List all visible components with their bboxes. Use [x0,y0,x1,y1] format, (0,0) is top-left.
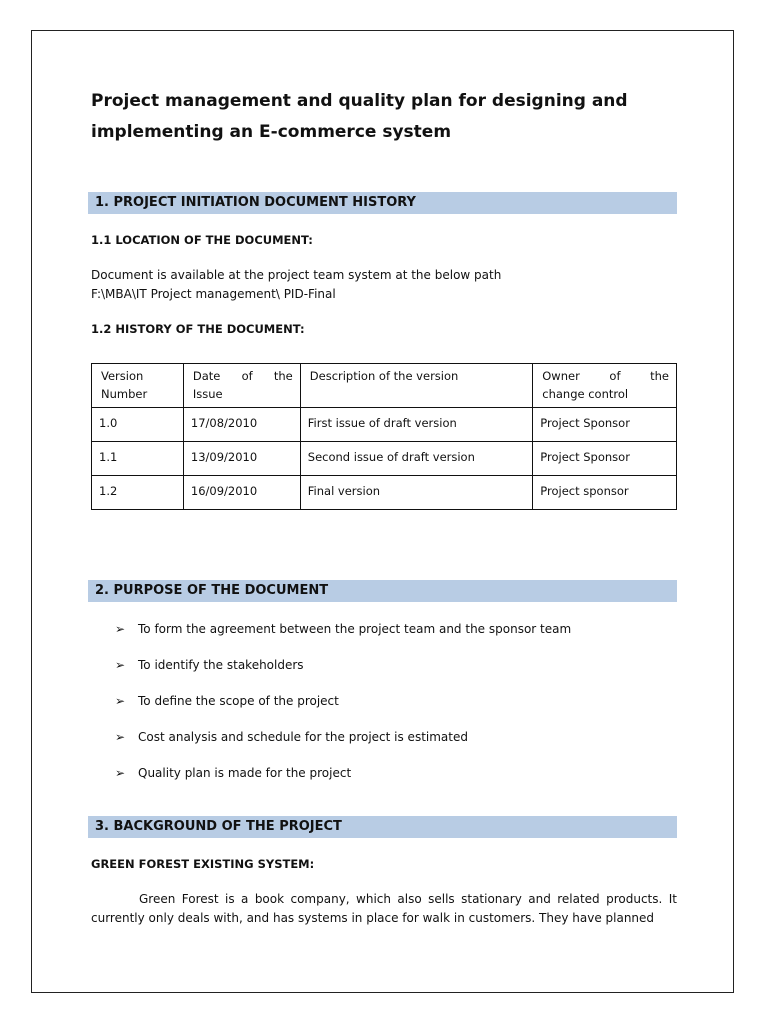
section-heading-purpose: 2. PURPOSE OF THE DOCUMENT [88,580,677,602]
existing-system-heading: GREEN FOREST EXISTING SYSTEM: [91,857,315,871]
list-item-text: Cost analysis and schedule for the project is estimated [138,730,468,744]
cell-description: Final version [300,476,532,510]
cell-owner: Project Sponsor [533,408,677,442]
cell-owner: Project Sponsor [533,442,677,476]
section-heading-history: 1. PROJECT INITIATION DOCUMENT HISTORY [88,192,677,214]
header-owner-line1: Owner of the [542,369,669,383]
list-item-text: To identify the stakeholders [138,658,304,672]
table-row [92,476,677,510]
arrow-bullet-icon: ➢ [115,694,126,708]
background-paragraph: Green Forest is a book company, which also sells stationary and related products. It currently only deals with, and has systems in place for walk in customers. They have planned [91,892,677,925]
history-heading: 1.2 HISTORY OF THE DOCUMENT: [91,322,305,336]
cell-date: 17/08/2010 [183,408,300,442]
header-owner [533,364,677,408]
cell-date: 13/09/2010 [183,442,300,476]
location-heading: 1.1 LOCATION OF THE DOCUMENT: [91,233,313,247]
arrow-bullet-icon: ➢ [115,622,126,636]
purpose-list [115,620,571,800]
cell-description: Second issue of draft version [300,442,532,476]
list-item-text: Quality plan is made for the project [138,766,352,780]
list-item [115,728,571,764]
header-owner-line2: change control [542,387,629,401]
header-version [92,364,184,408]
table-row [92,442,677,476]
section-heading-background: 3. BACKGROUND OF THE PROJECT [88,816,677,838]
list-item [115,656,571,692]
table-header-row [92,364,677,408]
arrow-bullet-icon: ➢ [115,658,126,672]
header-date-line1: Date of the [192,369,293,383]
header-date-line2: Issue [192,387,223,401]
cell-version: 1.0 [92,408,184,442]
cell-date: 16/09/2010 [183,476,300,510]
header-version-line2: Number [101,387,148,401]
cell-description: First issue of draft version [300,408,532,442]
history-table [91,363,677,510]
list-item [115,764,571,800]
arrow-bullet-icon: ➢ [115,766,126,780]
header-date [183,364,300,408]
cell-owner: Project sponsor [533,476,677,510]
cell-version: 1.1 [92,442,184,476]
cell-version: 1.2 [92,476,184,510]
list-item-text: To form the agreement between the project team and the sponsor team [138,622,572,636]
list-item-text: To define the scope of the project [138,694,339,708]
arrow-bullet-icon: ➢ [115,730,126,744]
header-description-text: Description of the version [309,369,459,383]
document-title: Project management and quality plan for designing and implementing an E-commerce system [91,91,628,142]
location-text: Document is available at the project team system at the below path [91,268,502,282]
header-version-line1: Version [101,369,144,383]
table-row [92,408,677,442]
list-item [115,620,571,656]
page-border [31,30,734,993]
header-description [300,364,532,408]
list-item [115,692,571,728]
location-path: F:\MBA\IT Project management\ PID-Final [91,287,336,301]
